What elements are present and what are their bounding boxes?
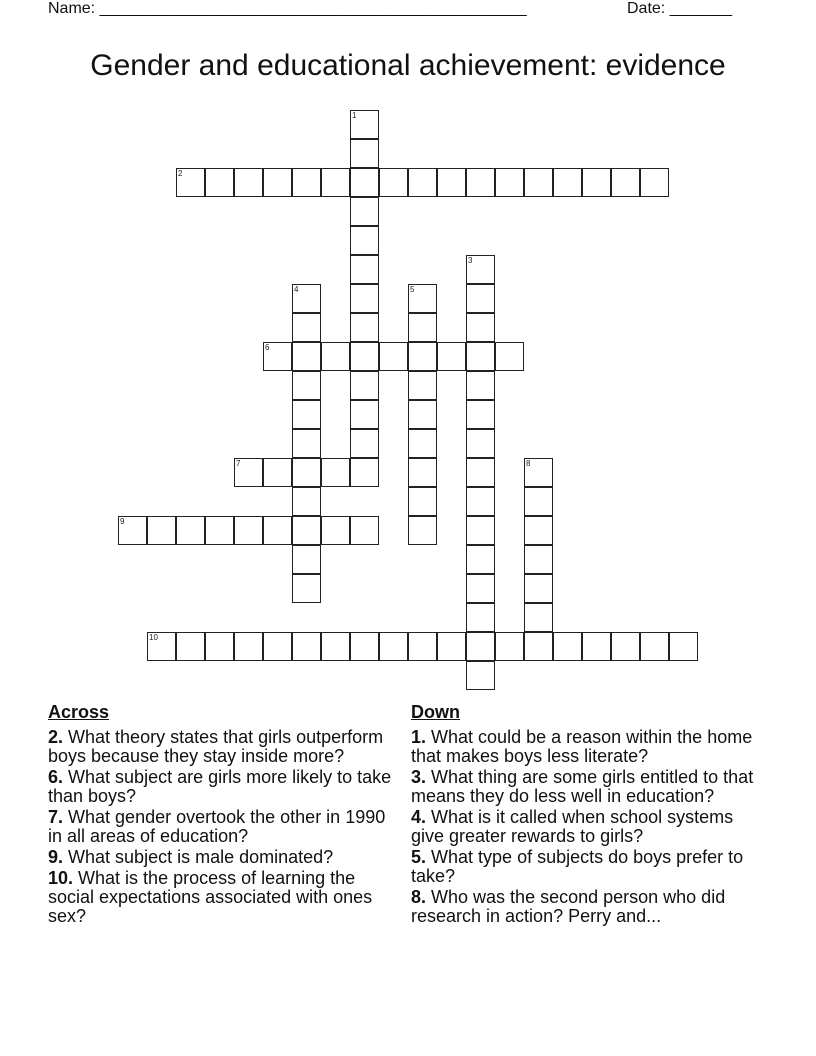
grid-cell[interactable] (263, 516, 292, 545)
grid-cell[interactable] (118, 516, 147, 545)
clue-down-8 (411, 888, 761, 926)
grid-cell[interactable] (321, 168, 350, 197)
grid-cell[interactable] (292, 342, 321, 371)
clue-text: What subject are girls more likely to take than boys? (48, 767, 392, 806)
across-heading: Across (48, 702, 110, 722)
grid-cell[interactable] (466, 458, 495, 487)
clue-across-6 (48, 768, 400, 806)
grid-cell[interactable] (408, 632, 437, 661)
grid-cell[interactable] (292, 545, 321, 574)
grid-cell[interactable] (611, 632, 640, 661)
grid-cell[interactable] (553, 632, 582, 661)
grid-cell[interactable] (350, 284, 379, 313)
grid-cell[interactable] (495, 342, 524, 371)
grid-cell[interactable] (350, 226, 379, 255)
grid-cell[interactable] (263, 632, 292, 661)
clue-number: 3. (411, 767, 427, 787)
clue-number: 10. (48, 868, 74, 888)
grid-cell[interactable] (524, 516, 553, 545)
grid-cell[interactable] (350, 342, 379, 371)
grid-cell[interactable] (350, 168, 379, 197)
clue-text: What theory states that girls outperform boys because they stay inside more? (48, 727, 384, 766)
clue-down-1 (411, 728, 761, 766)
across-clues (48, 702, 400, 928)
grid-cell[interactable] (292, 574, 321, 603)
grid-cell[interactable] (524, 487, 553, 516)
grid-cell[interactable] (524, 168, 553, 197)
clue-text: What is the process of learning the social expectations associated with ones sex? (48, 868, 373, 926)
grid-cell[interactable] (466, 632, 495, 661)
down-heading: Down (411, 702, 460, 722)
grid-cell[interactable] (437, 342, 466, 371)
clue-down-3 (411, 768, 761, 806)
clue-number: 5. (411, 847, 427, 867)
grid-cell[interactable] (640, 168, 669, 197)
grid-cell[interactable] (466, 661, 495, 690)
cell-number: 3 (468, 256, 473, 265)
grid-cell[interactable] (176, 168, 205, 197)
grid-cell[interactable] (466, 603, 495, 632)
grid-cell[interactable] (524, 574, 553, 603)
grid-cell[interactable] (408, 458, 437, 487)
clue-number: 1. (411, 727, 427, 747)
grid-cell[interactable] (234, 168, 263, 197)
grid-cell[interactable] (292, 632, 321, 661)
grid-cell[interactable] (292, 458, 321, 487)
grid-cell[interactable] (466, 487, 495, 516)
grid-cell[interactable] (379, 342, 408, 371)
cell-number: 10 (149, 633, 158, 642)
grid-cell[interactable] (466, 255, 495, 284)
clue-text: Who was the second person who did research in action? Perry and... (411, 887, 726, 926)
clue-across-7 (48, 808, 400, 846)
grid-cell[interactable] (466, 400, 495, 429)
grid-cell[interactable] (466, 429, 495, 458)
clue-number: 7. (48, 807, 64, 827)
grid-cell[interactable] (408, 429, 437, 458)
grid-cell[interactable] (495, 632, 524, 661)
name-field-label: Name: ________________________________________________ (48, 0, 527, 17)
grid-cell[interactable] (234, 516, 263, 545)
grid-cell[interactable] (147, 632, 176, 661)
clue-text: What type of subjects do boys prefer to take? (411, 847, 744, 886)
grid-cell[interactable] (437, 632, 466, 661)
grid-cell[interactable] (640, 632, 669, 661)
down-clues (411, 702, 761, 928)
grid-cell[interactable] (350, 371, 379, 400)
clue-text: What is it called when school systems give greater rewards to girls? (411, 807, 734, 846)
grid-cell[interactable] (553, 168, 582, 197)
grid-cell[interactable] (350, 516, 379, 545)
clue-text: What thing are some girls entitled to that means they do less well in education? (411, 767, 754, 806)
grid-cell[interactable] (350, 400, 379, 429)
clue-number: 8. (411, 887, 427, 907)
cell-number: 8 (526, 459, 531, 468)
clue-across-10 (48, 869, 400, 926)
grid-cell[interactable] (292, 371, 321, 400)
grid-cell[interactable] (466, 168, 495, 197)
clue-across-2 (48, 728, 400, 766)
grid-cell[interactable] (176, 516, 205, 545)
grid-cell[interactable] (350, 632, 379, 661)
grid-cell[interactable] (582, 168, 611, 197)
clue-number: 2. (48, 727, 64, 747)
cell-number: 1 (352, 111, 357, 120)
grid-cell[interactable] (466, 545, 495, 574)
grid-cell[interactable] (408, 400, 437, 429)
grid-cell[interactable] (234, 632, 263, 661)
grid-cell[interactable] (466, 516, 495, 545)
grid-cell[interactable] (524, 545, 553, 574)
page-title: Gender and educational achievement: evidence (90, 49, 726, 82)
grid-cell[interactable] (292, 487, 321, 516)
grid-cell[interactable] (495, 168, 524, 197)
grid-cell[interactable] (350, 197, 379, 226)
clue-number: 6. (48, 767, 64, 787)
grid-cell[interactable] (669, 632, 698, 661)
grid-cell[interactable] (292, 284, 321, 313)
cell-number: 2 (178, 169, 183, 178)
grid-cell[interactable] (379, 168, 408, 197)
grid-cell[interactable] (524, 603, 553, 632)
grid-cell[interactable] (176, 632, 205, 661)
grid-cell[interactable] (263, 458, 292, 487)
grid-cell[interactable] (350, 429, 379, 458)
grid-cell[interactable] (321, 516, 350, 545)
grid-cell[interactable] (205, 168, 234, 197)
grid-cell[interactable] (466, 371, 495, 400)
grid-cell[interactable] (582, 632, 611, 661)
grid-cell[interactable] (350, 255, 379, 284)
cell-number: 9 (120, 517, 125, 526)
cell-number: 4 (294, 285, 299, 294)
clue-text: What subject is male dominated? (68, 847, 334, 867)
grid-cell[interactable] (466, 342, 495, 371)
grid-cell[interactable] (205, 516, 234, 545)
date-field-label: Date: _______ (627, 0, 732, 17)
grid-cell[interactable] (263, 168, 292, 197)
cell-number: 5 (410, 285, 415, 294)
clue-text: What gender overtook the other in 1990 in all areas of education? (48, 807, 386, 846)
grid-cell[interactable] (408, 342, 437, 371)
grid-cell[interactable] (524, 458, 553, 487)
grid-cell[interactable] (466, 284, 495, 313)
grid-cell[interactable] (408, 371, 437, 400)
clue-number: 9. (48, 847, 64, 867)
grid-cell[interactable] (321, 632, 350, 661)
grid-cell[interactable] (350, 139, 379, 168)
clue-down-5 (411, 848, 761, 886)
grid-cell[interactable] (408, 284, 437, 313)
grid-cell[interactable] (437, 168, 466, 197)
grid-cell[interactable] (292, 168, 321, 197)
grid-cell[interactable] (263, 342, 292, 371)
grid-cell[interactable] (350, 110, 379, 139)
grid-cell[interactable] (321, 458, 350, 487)
grid-cell[interactable] (408, 313, 437, 342)
grid-cell[interactable] (292, 516, 321, 545)
grid-cell[interactable] (379, 632, 408, 661)
grid-cell[interactable] (350, 313, 379, 342)
grid-cell[interactable] (292, 400, 321, 429)
grid-cell[interactable] (292, 313, 321, 342)
clue-across-9 (48, 848, 400, 867)
grid-cell[interactable] (321, 342, 350, 371)
grid-cell[interactable] (408, 168, 437, 197)
cell-number: 6 (265, 343, 270, 352)
grid-cell[interactable] (234, 458, 263, 487)
grid-cell[interactable] (408, 487, 437, 516)
grid-cell[interactable] (524, 632, 553, 661)
grid-cell[interactable] (292, 429, 321, 458)
clue-text: What could be a reason within the home that makes boys less literate? (411, 727, 753, 766)
grid-cell[interactable] (466, 574, 495, 603)
grid-cell[interactable] (611, 168, 640, 197)
cell-number: 7 (236, 459, 241, 468)
clue-down-4 (411, 808, 761, 846)
clue-number: 4. (411, 807, 427, 827)
grid-cell[interactable] (147, 516, 176, 545)
grid-cell[interactable] (205, 632, 234, 661)
grid-cell[interactable] (466, 313, 495, 342)
grid-cell[interactable] (350, 458, 379, 487)
grid-cell[interactable] (408, 516, 437, 545)
